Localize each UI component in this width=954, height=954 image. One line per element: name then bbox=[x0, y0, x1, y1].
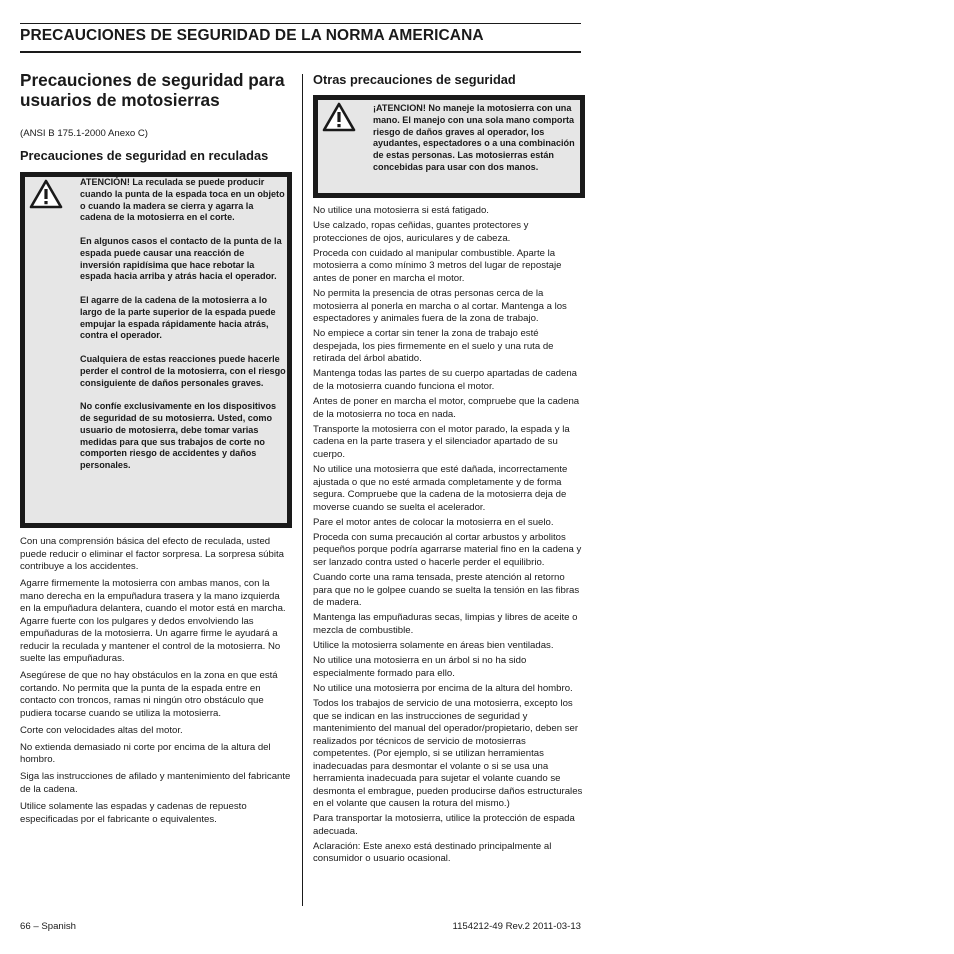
one-hand-warning-text: ¡ATENCION! No maneje la motosierra con una mano. El manejo con una sola mano comporta riesgo de daños graves al operador, los ayudantes, espectadores o a una combinación de estas personas. Las motosierras están concebidas para usar con dos manos. bbox=[373, 103, 575, 172]
warning-paragraph: En algunos casos el contacto de la punta de la espada puede causar una reacción de inversión rapidísima que hace rebotar la espada hacia arriba y atrás hacia el operador. bbox=[80, 235, 282, 282]
body-paragraph: Corte con velocidades altas del motor. bbox=[20, 724, 183, 736]
body-paragraph: Transporte la motosierra con el motor parado, la espada y la cadena en la parte trasera y el silenciador apartado de su cuerpo. bbox=[313, 423, 570, 460]
body-paragraph: Proceda con cuidado al manipular combustible. Aparte la motosierra a como mínimo 3 metros del lugar de repostaje antes de poner en marcha el motor. bbox=[313, 247, 562, 284]
subsection-title: Precauciones de seguridad en reculadas bbox=[20, 148, 269, 163]
body-paragraph: No utilice una motosierra por encima de la altura del hombro. bbox=[313, 682, 573, 694]
body-paragraph: Para transportar la motosierra, utilice la protección de espada adecuada. bbox=[313, 813, 575, 837]
body-paragraph: No permita la presencia de otras personas cerca de la motosierra al ponerla en marcha o al cortar. Mantenga a los espectadores y animales fuera de la zona de trabajo. bbox=[313, 288, 567, 325]
body-paragraph: No utilice una motosierra si está fatigado. bbox=[313, 205, 489, 216]
column-divider bbox=[302, 74, 303, 906]
body-paragraph: No extienda demasiado ni corte por encima de la altura del hombro. bbox=[20, 741, 271, 766]
ansi-reference: (ANSI B 175.1-2000 Anexo C) bbox=[20, 128, 148, 139]
header-bottom-rule bbox=[20, 51, 581, 53]
body-paragraph: Siga las instrucciones de afilado y mantenimiento del fabricante de la cadena. bbox=[20, 771, 291, 795]
body-paragraph: Utilice solamente las espadas y cadenas de repuesto especificadas por el fabricante o equivalentes. bbox=[20, 801, 247, 825]
body-paragraph: Aclaración: Este anexo está destinado principalmente al consumidor o usuario ocasional. bbox=[313, 840, 552, 865]
body-paragraph: Cuando corte una rama tensada, preste atención al retorno para que no le golpee cuando se suelta la tensión en las fibras de madera. bbox=[313, 572, 580, 609]
page-number: 66 – Spanish bbox=[20, 921, 77, 932]
body-paragraph: No empiece a cortar sin tener la zona de trabajo esté despejada, los pies firmemente en el suelo y una ruta de retirada del árbol abatido. bbox=[313, 328, 554, 365]
section-title: Precauciones de seguridad para usuarios de motosierras bbox=[20, 70, 285, 110]
body-paragraph: Todos los trabajos de servicio de una motosierra, excepto los que se indican en las instrucciones de seguridad y mantenimiento del manual del operador/propietario, deben ser realizados por técnicos de servicio de motosierras competentes. (Por ejemplo, si se utilizan herramientas inadecuadas para desmontar el volante o si se usa una herramienta inadecuada para sujetar el volante cuando se desmonta el embrague, pueden producirse daños estructurales en el volante que causen la rotura del mismo.) bbox=[313, 698, 583, 809]
warning-paragraph: El agarre de la cadena de la motosierra a lo largo de la parte superior de la espada puede empujar la espada rápidamente hacia atrás, contra el operador. bbox=[80, 294, 276, 341]
kickback-warning-box bbox=[20, 172, 292, 528]
document-revision: 1154212-49 Rev.2 2011-03-13 bbox=[452, 921, 581, 932]
body-paragraph: No utilice una motosierra que esté dañada, incorrectamente ajustada o que no esté armada completamente y de forma segura. Compruebe que la cadena de la motosierra deja de moverse cuando se suelta el acelerador. bbox=[313, 464, 568, 513]
kickback-warning-text bbox=[80, 177, 287, 472]
one-hand-warning-box bbox=[313, 95, 585, 198]
warning-triangle-icon bbox=[29, 179, 63, 209]
warning-paragraph: No confíe exclusivamente en los dispositivos de seguridad de su motosierra. Usted, como usuario de motosierra, debe tomar varias medidas para que sus trabajos de corte no comporten riesgo de accidentes y daños personales. bbox=[80, 401, 277, 471]
body-paragraph: Antes de poner en marcha el motor, compruebe que la cadena de la motosierra no toca en nada. bbox=[313, 396, 580, 420]
body-paragraph: Utilice la motosierra solamente en áreas bien ventiladas. bbox=[313, 639, 554, 651]
body-paragraph: Proceda con suma precaución al cortar arbustos y arbolitos pequeños porque podría agarrarse material fino en la cadena y ser lanzado contra usted o hacerle perder el equilibrio. bbox=[313, 531, 582, 568]
warning-paragraph: ATENCIÓN! La reculada se puede producir cuando la punta de la espada toca en un objeto o cuando la madera se cierra y agarra la cadena de la motosierra en el corte. bbox=[80, 177, 285, 223]
left-column bbox=[20, 70, 292, 831]
body-paragraph: Con una comprensión básica del efecto de reculada, usted puede reducir o eliminar el factor sorpresa. La sorpresa súbita contribuye a los accidentes. bbox=[20, 536, 284, 572]
warning-triangle-icon bbox=[322, 102, 356, 132]
body-paragraph: Agarre firmemente la motosierra con ambas manos, con la mano derecha en la empuñadura trasera y la mano izquierda en la empuñadura delantera, cuando el motor está en marcha. Agarre fuerte con los pulgares y dedos envolviendo las empuñaduras de la motosierra. Un agarre firme le ayudará a reducir la reculada y mantener el control de la motosierra. No suelte las empuñaduras. bbox=[20, 578, 286, 665]
body-paragraph: Asegúrese de que no hay obstáculos en la zona en que está cortando. No permita que la punta de la espada entre en contacto con troncos, ramas ni ningún otro obstáculo que pudiera tocarse cuando se utiliza la motosierra. bbox=[20, 670, 278, 719]
right-section-title: Otras precauciones de seguridad bbox=[313, 72, 516, 87]
header-top-rule bbox=[20, 23, 581, 24]
body-paragraph: Mantenga las empuñaduras secas, limpias y libres de aceite o mezcla de combustible. bbox=[313, 612, 578, 636]
left-body bbox=[20, 536, 292, 826]
body-paragraph: No utilice una motosierra en un árbol si no ha sido especialmente formado para ello. bbox=[313, 655, 527, 679]
body-paragraph: Mantenga todas las partes de su cuerpo apartadas de cadena de la motosierra cuando funciona el motor. bbox=[313, 368, 578, 392]
right-body bbox=[313, 205, 585, 866]
warning-paragraph: Cualquiera de estas reacciones puede hacerle perder el control de la motosierra, con el riesgo consiguiente de daños personales graves. bbox=[80, 353, 286, 388]
body-paragraph: Pare el motor antes de colocar la motosierra en el suelo. bbox=[313, 516, 554, 528]
page-header: PRECAUCIONES DE SEGURIDAD DE LA NORMA AMERICANA bbox=[20, 27, 484, 44]
body-paragraph: Use calzado, ropas ceñidas, guantes protectores y protecciones de ojos, auriculares y de cabeza. bbox=[313, 220, 529, 244]
right-column bbox=[313, 70, 585, 869]
